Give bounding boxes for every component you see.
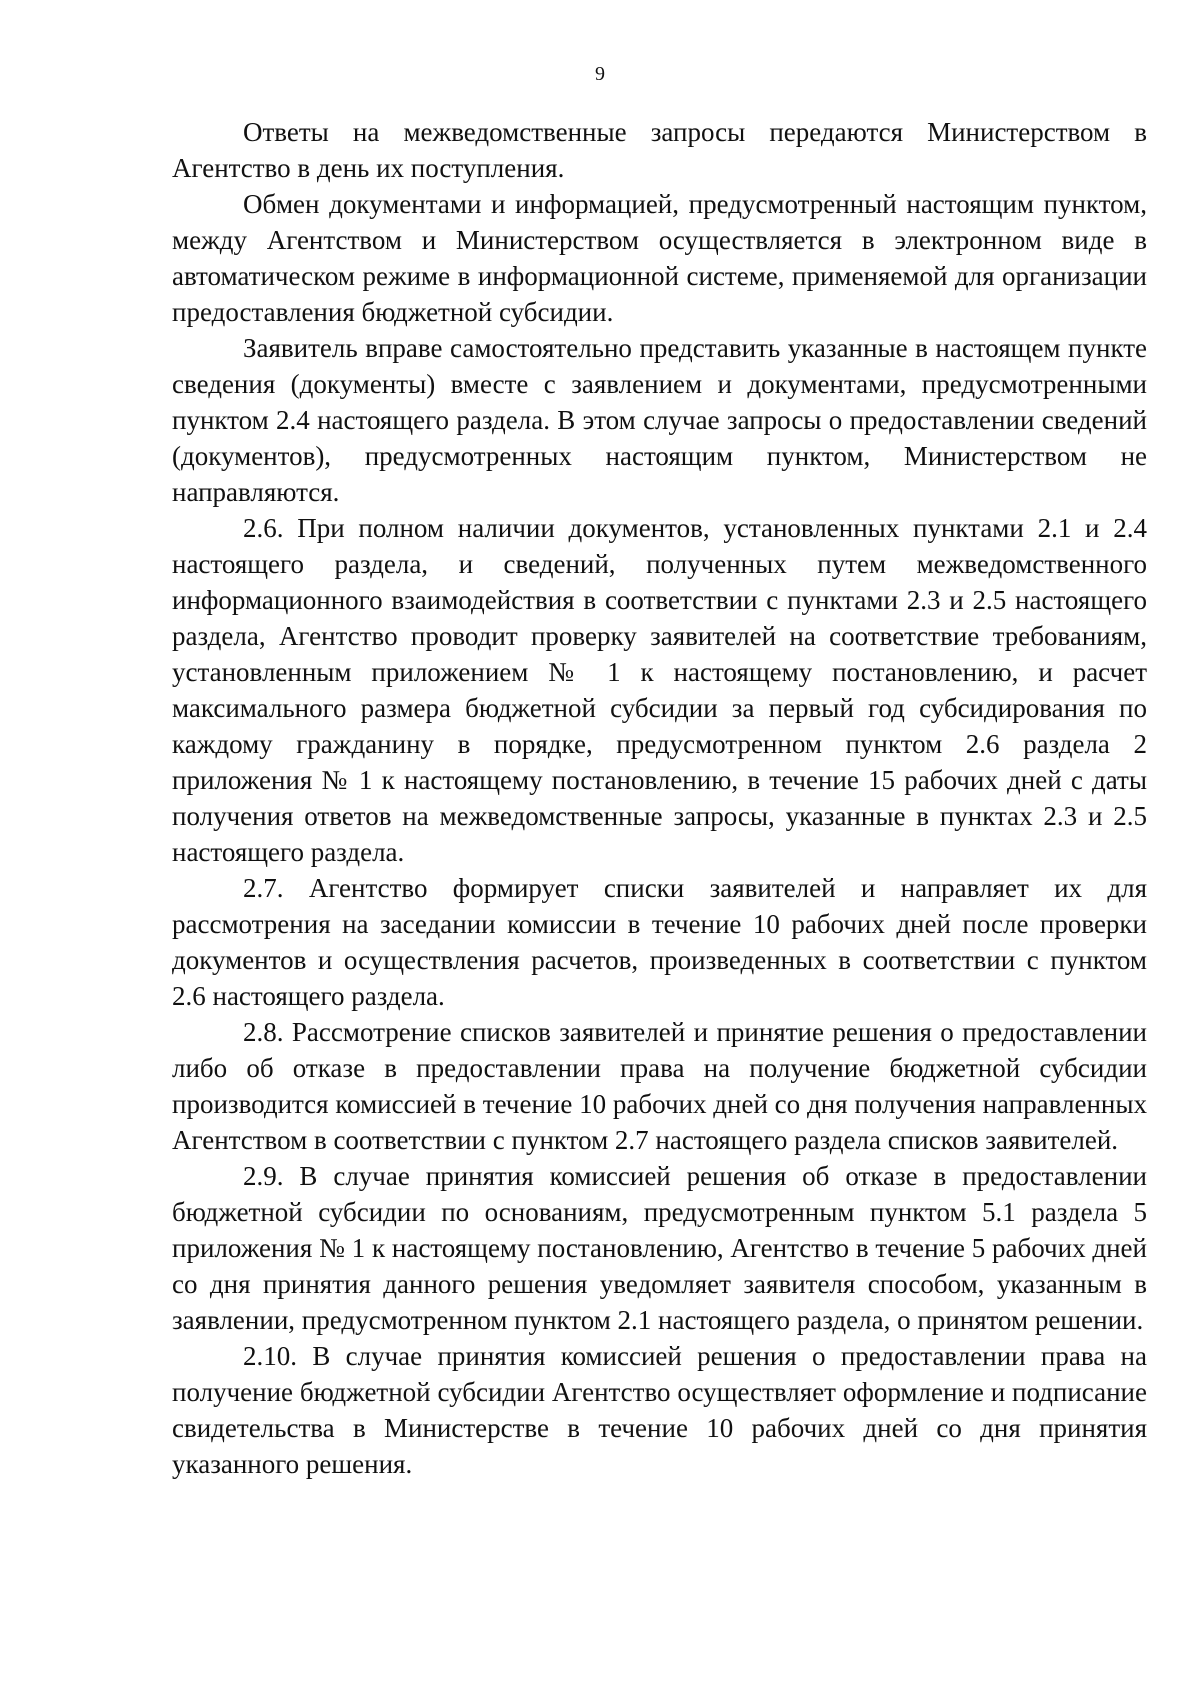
- paragraph-document-exchange: Обмен документами и информацией, предусмотренный настоящим пунктом, между Агентством и Министерством осуществляется в электронном виде в автоматическом режиме в информационной системе, применяемой для организации предоставления бюджетной субсидии.: [172, 189, 1147, 327]
- paragraph-2-7: 2.7. Агентство формирует списки заявителей и направляет их для рассмотрения на заседании комиссии в течение 10 рабочих дней после проверки документов и осуществления расчетов, произведенных в соответствии с пунктом 2.6 настоящего раздела.: [172, 873, 1147, 1011]
- paragraph-2-10: 2.10. В случае принятия комиссией решения о предоставлении права на получение бюджетной субсидии Агентство осуществляет оформление и подписание свидетельства в Министерстве в течение 10 рабочих дней со дня принятия указанного решения.: [172, 1341, 1147, 1479]
- paragraph-2-9: 2.9. В случае принятия комиссией решения об отказе в предоставлении бюджетной субсидии по основаниям, предусмотренным пунктом 5.1 раздела 5 приложения № 1 к настоящему постановлению, Агентство в течение 5 рабочих дней со дня принятия данного решения уведомляет заявителя способом, указанным в заявлении, предусмотренном пунктом 2.1 настоящего раздела, о принятом решении.: [172, 1161, 1147, 1335]
- paragraph-2-6: 2.6. При полном наличии документов, установленных пунктами 2.1 и 2.4 настоящего раздела, и сведений, полученных путем межведомственного информационного взаимодействия в соответствии с пунктами 2.3 и 2.5 настоящего раздела, Агентство проводит проверку заявителей на соответствие требованиям, установленным приложением № 1 к настоящему постановлению, и расчет максимального размера бюджетной субсидии за первый год субсидирования по каждому гражданину в порядке, предусмотренном пунктом 2.6 раздела 2 приложения № 1 к настоящему постановлению, в течение 15 рабочих дней с даты получения ответов на межведомственные запросы, указанные в пунктах 2.3 и 2.5 настоящего раздела.: [172, 513, 1147, 867]
- page-number: 9: [595, 63, 605, 85]
- paragraph-2-8: 2.8. Рассмотрение списков заявителей и принятие решения о предоставлении либо об отказе в предоставлении права на получение бюджетной субсидии производится комиссией в течение 10 рабочих дней со дня получения направленных Агентством в соответствии с пунктом 2.7 настоящего раздела списков заявителей.: [172, 1017, 1147, 1155]
- document-body: [172, 114, 1147, 1482]
- paragraph-interagency-responses: Ответы на межведомственные запросы передаются Министерством в Агентство в день их поступления.: [172, 117, 1147, 183]
- paragraph-applicant-right: Заявитель вправе самостоятельно представить указанные в настоящем пункте сведения (документы) вместе с заявлением и документами, предусмотренными пунктом 2.4 настоящего раздела. В этом случае запросы о предоставлении сведений (документов), предусмотренных настоящим пунктом, Министерством не направляются.: [172, 333, 1147, 507]
